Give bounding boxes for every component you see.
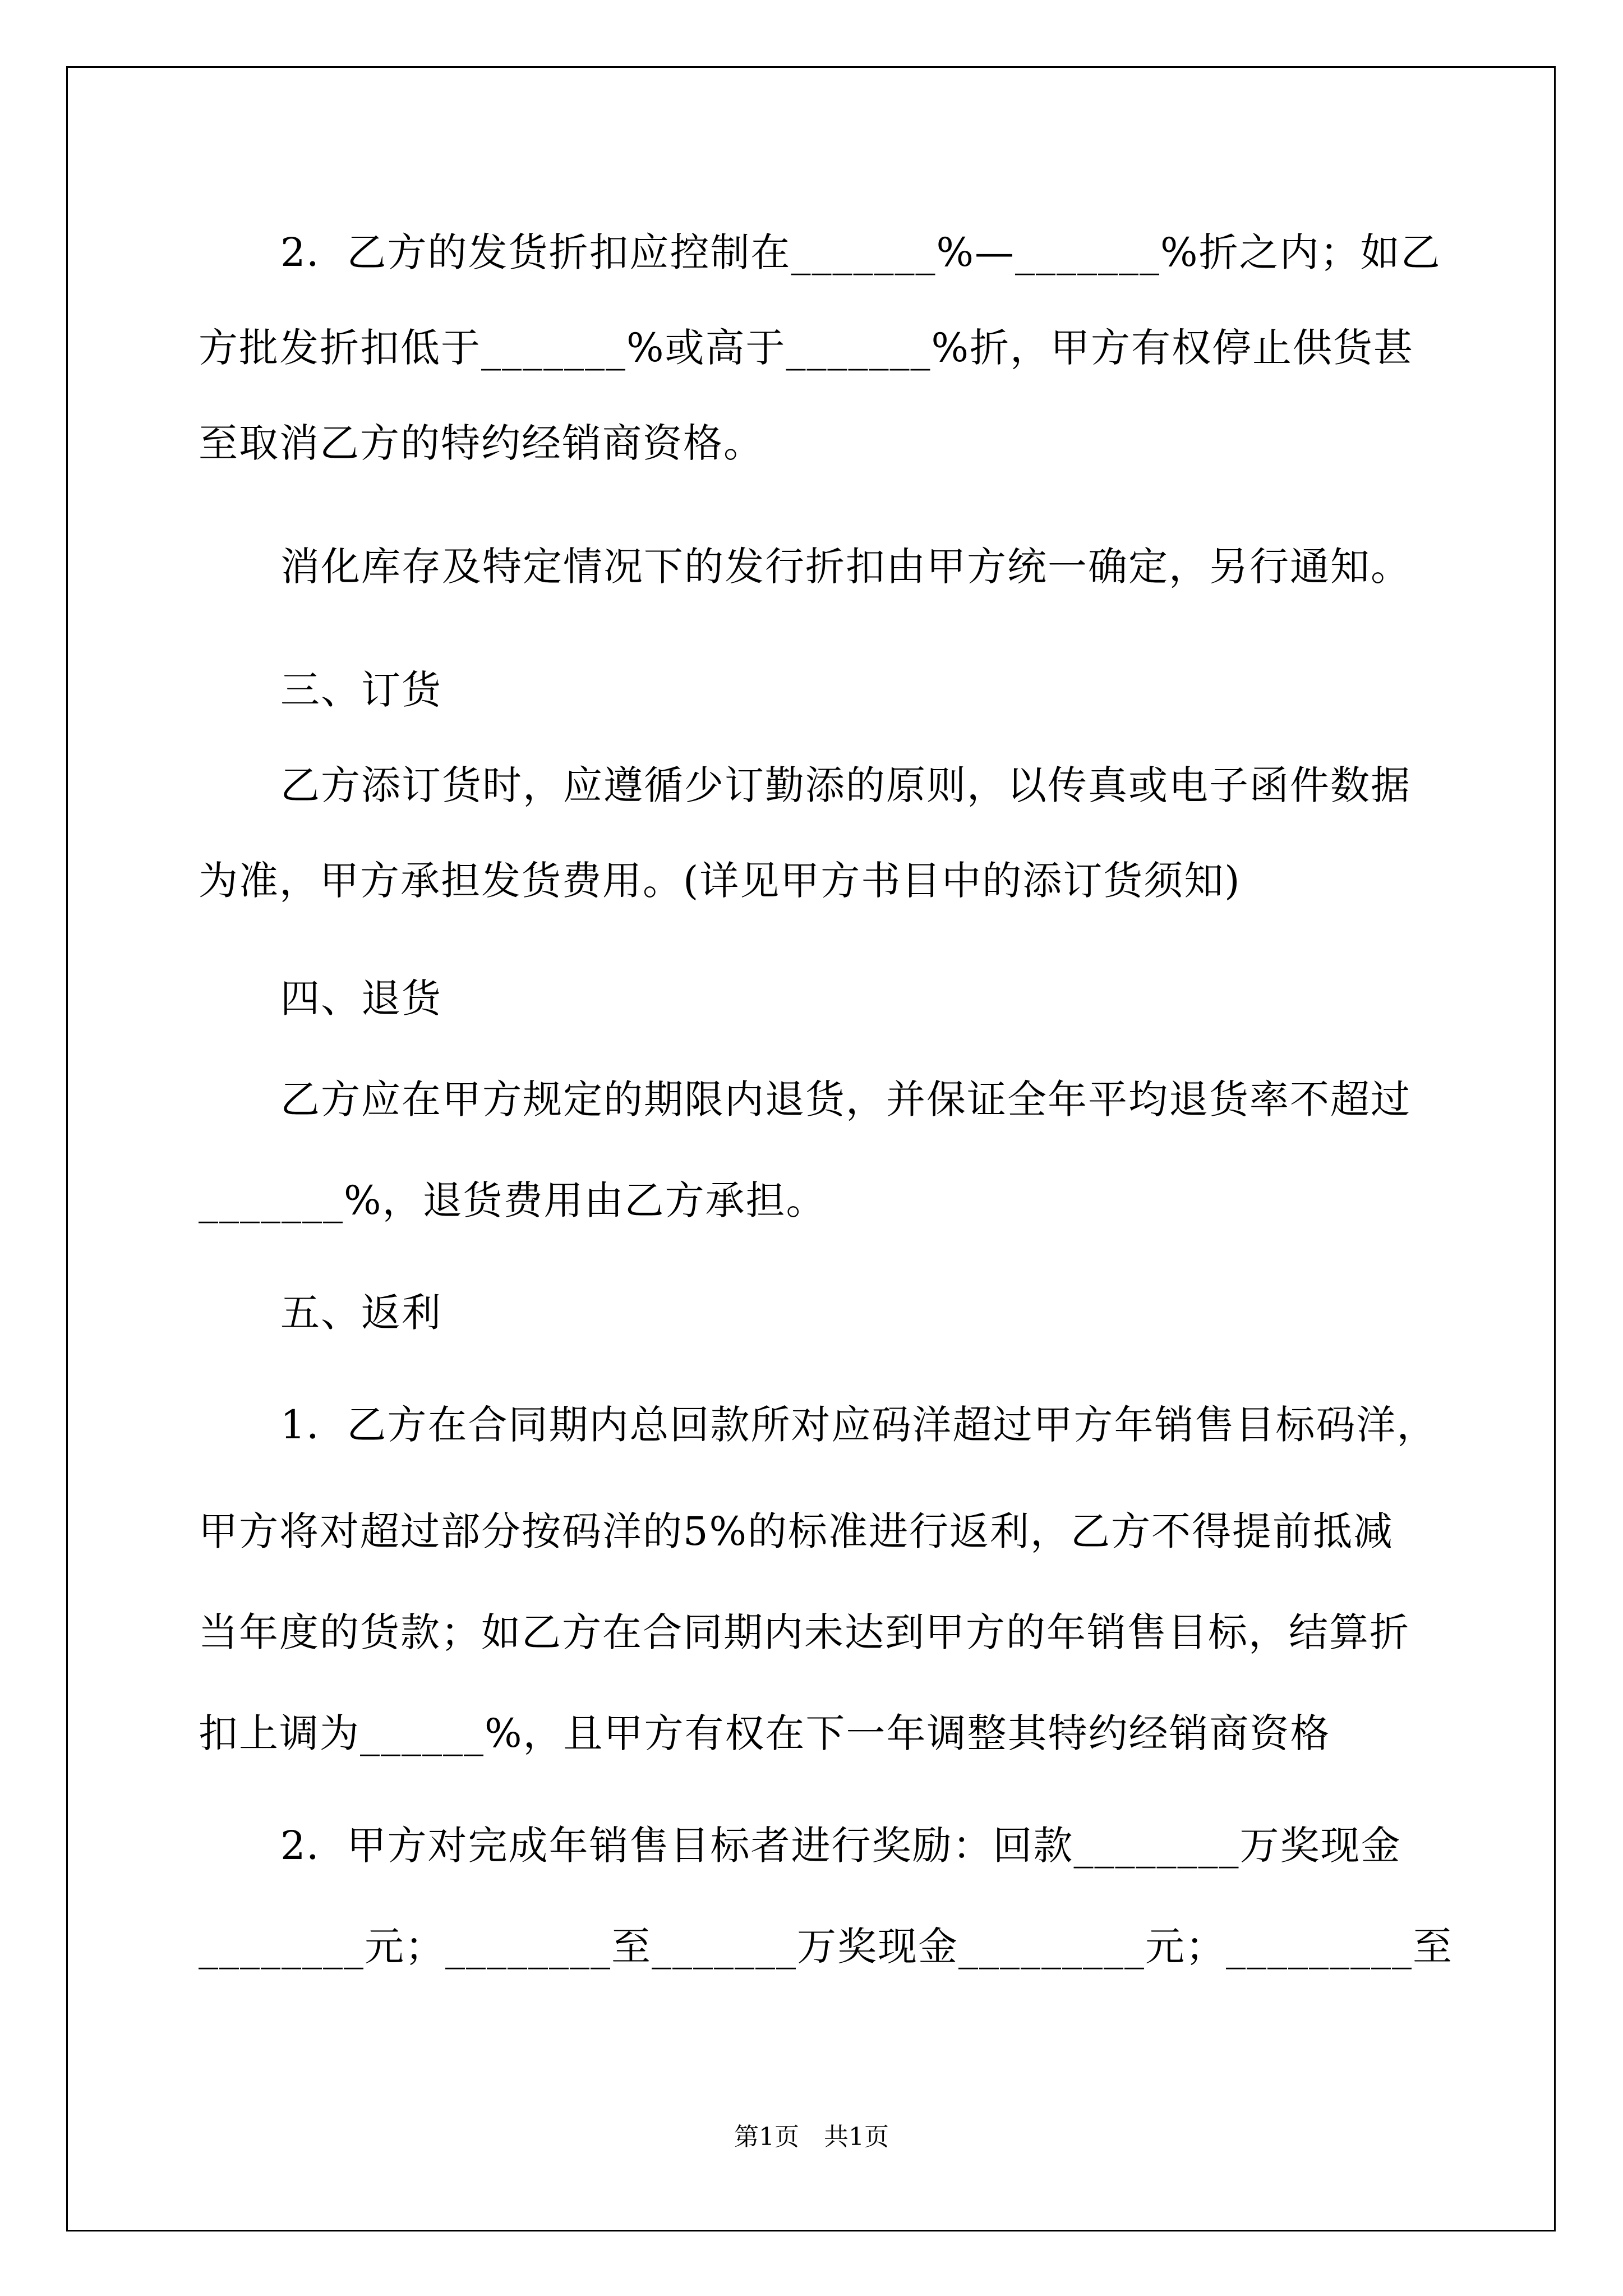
text-line-2: 方批发折扣低于_______%或高于_______%折，甲方有权停止供货甚	[199, 325, 1414, 371]
section-heading-rebate: 五、返利	[280, 1290, 442, 1336]
text-line-9: 乙方应在甲方规定的期限内退货，并保证全年平均退货率不超过	[280, 1076, 1411, 1122]
text-line-6: 乙方添订货时，应遵循少订勤添的原则，以传真或电子函件数据	[280, 762, 1411, 808]
text-line-3: 至取消乙方的特约经销商资格。	[199, 420, 764, 466]
text-line-14: 当年度的货款；如乙方在合同期内未达到甲方的年销售目标，结算折	[199, 1609, 1410, 1655]
text-line-13: 甲方将对超过部分按码洋的5%的标准进行返利，乙方不得提前抵减	[199, 1508, 1394, 1554]
text-line-4: 消化库存及特定情况下的发行折扣由甲方统一确定，另行通知。	[280, 544, 1411, 590]
section-heading-returns: 四、退货	[280, 976, 442, 1022]
page-border	[66, 66, 1556, 2231]
text-line-1: 2．乙方的发货折扣应控制在_______%—_______%折之内；如乙	[280, 229, 1441, 275]
section-heading-ordering: 三、订货	[280, 667, 442, 713]
text-line-17: ________元；________至_______万奖现金_________元；_________至	[199, 1924, 1453, 1970]
text-line-7: 为准，甲方承担发货费用。(详见甲方书目中的添订货须知)	[199, 858, 1241, 904]
text-line-12: 1．乙方在合同期内总回款所对应码洋超过甲方年销售目标码洋，	[280, 1402, 1437, 1448]
text-line-10: _______%，退货费用由乙方承担。	[199, 1177, 827, 1223]
text-line-15: 扣上调为______%，且甲方有权在下一年调整其特约经销商资格	[199, 1710, 1331, 1756]
page-footer: 第1页 共1页	[734, 2123, 889, 2151]
text-line-16: 2．甲方对完成年销售目标者进行奖励：回款________万奖现金	[280, 1823, 1401, 1869]
